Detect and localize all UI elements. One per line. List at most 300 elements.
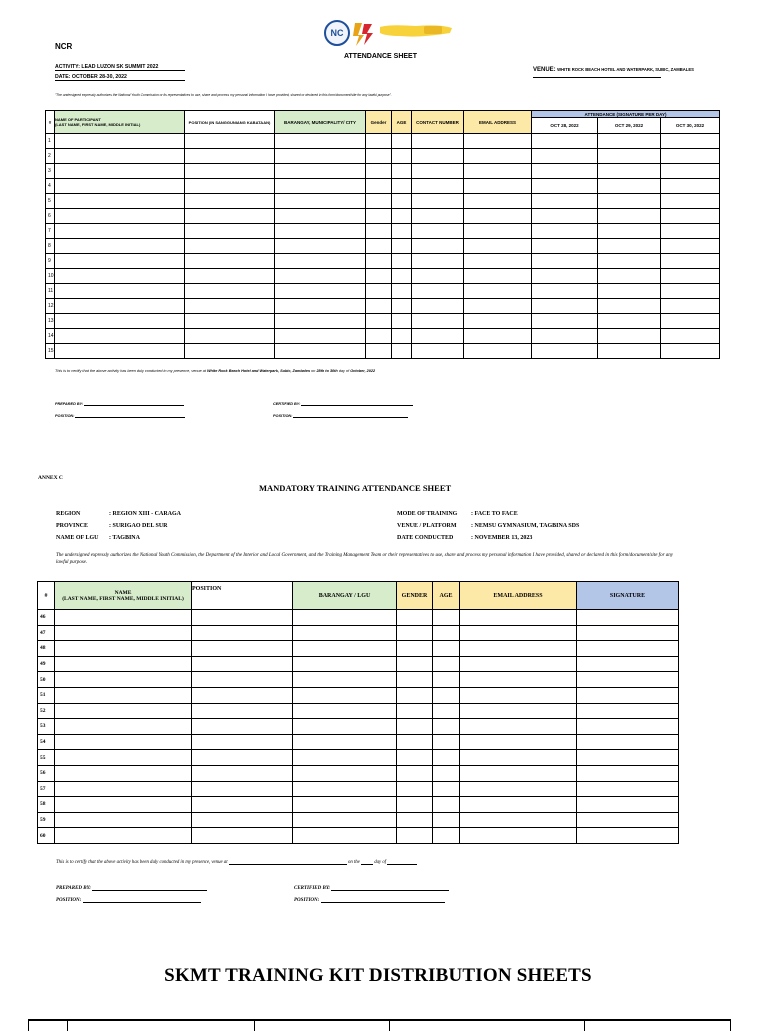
field-province-value: : SURIGAO DEL SUR [109, 523, 168, 529]
table-cell[interactable] [192, 781, 293, 797]
table-cell[interactable] [532, 149, 598, 164]
table-cell[interactable] [293, 610, 397, 626]
table-cell[interactable] [464, 179, 532, 194]
table-cell[interactable] [464, 164, 532, 179]
table-cell[interactable] [412, 299, 464, 314]
table-cell[interactable] [293, 672, 397, 688]
table-cell[interactable] [392, 254, 412, 269]
table-cell[interactable] [661, 239, 720, 254]
position-line-1[interactable] [75, 417, 185, 418]
table-cell[interactable] [397, 750, 433, 766]
table-cell[interactable] [185, 344, 275, 359]
table-cell[interactable] [661, 269, 720, 284]
table-cell[interactable] [293, 641, 397, 657]
position-label-2b: POSITION: [294, 898, 320, 903]
table-cell[interactable] [661, 254, 720, 269]
table-cell[interactable] [275, 149, 366, 164]
table-cell[interactable] [55, 254, 185, 269]
table-cell[interactable] [185, 299, 275, 314]
table-cell[interactable] [192, 750, 293, 766]
table-cell[interactable] [532, 329, 598, 344]
table-cell[interactable] [293, 812, 397, 828]
table-row [46, 269, 720, 284]
table-cell[interactable] [293, 750, 397, 766]
table-cell[interactable] [392, 194, 412, 209]
header-day-3: OCT 30, 2022 [661, 118, 720, 134]
table-cell[interactable] [275, 224, 366, 239]
table-cell[interactable] [293, 656, 397, 672]
activity-line [55, 64, 185, 71]
table-row [38, 641, 679, 657]
table-cell[interactable] [55, 828, 192, 844]
table-cell[interactable] [392, 314, 412, 329]
field-venue-value: : NEMSU GYMNASIUM, TAGBINA SDS [471, 523, 580, 529]
table-cell[interactable] [55, 239, 185, 254]
table-cell[interactable] [293, 687, 397, 703]
table-cell[interactable] [460, 672, 577, 688]
table-cell[interactable] [433, 797, 460, 813]
table-cell[interactable] [532, 209, 598, 224]
table-cell[interactable] [532, 269, 598, 284]
table-cell[interactable] [464, 239, 532, 254]
table-cell[interactable] [55, 765, 192, 781]
table-cell[interactable] [397, 812, 433, 828]
table-cell[interactable] [55, 687, 192, 703]
table-cell[interactable] [366, 134, 392, 149]
table-cell[interactable] [460, 828, 577, 844]
table-cell[interactable] [192, 687, 293, 703]
table-cell[interactable] [412, 209, 464, 224]
table-cell[interactable] [460, 687, 577, 703]
certify-text-1 [55, 369, 375, 373]
table-cell[interactable] [532, 224, 598, 239]
table-cell[interactable] [192, 797, 293, 813]
table-cell[interactable] [392, 329, 412, 344]
table-cell[interactable] [293, 719, 397, 735]
table-cell[interactable] [464, 299, 532, 314]
certified-by-line-1[interactable] [301, 405, 413, 406]
prepared-by-line-1[interactable] [84, 405, 184, 406]
table-cell[interactable] [185, 329, 275, 344]
table-cell[interactable] [577, 703, 679, 719]
table-cell[interactable] [577, 656, 679, 672]
row-number: 5 [46, 194, 55, 209]
table-cell[interactable] [661, 344, 720, 359]
table-cell[interactable] [185, 179, 275, 194]
table-cell[interactable] [55, 344, 185, 359]
table-cell[interactable] [392, 209, 412, 224]
table-cell[interactable] [661, 194, 720, 209]
table-cell[interactable] [192, 641, 293, 657]
table-cell[interactable] [55, 781, 192, 797]
table-cell[interactable] [55, 164, 185, 179]
table-cell[interactable] [192, 719, 293, 735]
table-cell[interactable] [577, 797, 679, 813]
table-cell[interactable] [185, 194, 275, 209]
table-cell[interactable] [55, 812, 192, 828]
table-cell[interactable] [275, 209, 366, 224]
table-cell[interactable] [598, 209, 661, 224]
table-cell[interactable] [397, 625, 433, 641]
table-cell[interactable] [185, 149, 275, 164]
table-cell[interactable] [55, 134, 185, 149]
table-cell[interactable] [366, 254, 392, 269]
table-cell[interactable] [598, 134, 661, 149]
table-cell[interactable] [532, 239, 598, 254]
table-cell[interactable] [464, 284, 532, 299]
table-cell[interactable] [460, 625, 577, 641]
table-cell[interactable] [275, 239, 366, 254]
table-cell[interactable] [366, 299, 392, 314]
table-cell[interactable] [661, 134, 720, 149]
table-cell[interactable] [366, 209, 392, 224]
table-cell[interactable] [433, 765, 460, 781]
kit-table-divider-1 [67, 1021, 68, 1031]
table-cell[interactable] [366, 179, 392, 194]
table-cell[interactable] [55, 224, 185, 239]
table-cell[interactable] [464, 314, 532, 329]
table-cell[interactable] [275, 314, 366, 329]
table-cell[interactable] [55, 284, 185, 299]
table-cell[interactable] [397, 703, 433, 719]
table-cell[interactable] [598, 329, 661, 344]
table-cell[interactable] [532, 314, 598, 329]
table-cell[interactable] [464, 209, 532, 224]
table-cell[interactable] [366, 164, 392, 179]
table-cell[interactable] [460, 703, 577, 719]
table-cell[interactable] [577, 610, 679, 626]
field-region [56, 508, 181, 520]
table-cell[interactable] [598, 194, 661, 209]
certify2-venue-line[interactable] [229, 864, 347, 865]
table-cell[interactable] [275, 134, 366, 149]
table-cell[interactable] [55, 750, 192, 766]
table-cell[interactable] [366, 284, 392, 299]
table-cell[interactable] [392, 224, 412, 239]
certified-by-line-2[interactable] [331, 890, 449, 891]
table-cell[interactable] [392, 299, 412, 314]
table-cell[interactable] [598, 164, 661, 179]
table-cell[interactable] [433, 641, 460, 657]
table-cell[interactable] [192, 625, 293, 641]
table-cell[interactable] [412, 224, 464, 239]
table-cell[interactable] [55, 314, 185, 329]
table-cell[interactable] [392, 164, 412, 179]
table-cell[interactable] [460, 812, 577, 828]
table-cell[interactable] [433, 656, 460, 672]
header2-signature: SIGNATURE [577, 582, 679, 610]
table-cell[interactable] [366, 329, 392, 344]
table-cell[interactable] [185, 269, 275, 284]
table-cell[interactable] [366, 344, 392, 359]
table-cell[interactable] [661, 314, 720, 329]
table-cell[interactable] [577, 828, 679, 844]
certify2-day-line[interactable] [361, 864, 373, 865]
table-cell[interactable] [185, 224, 275, 239]
table-cell[interactable] [55, 797, 192, 813]
table-cell[interactable] [192, 656, 293, 672]
table-cell[interactable] [397, 797, 433, 813]
table-cell[interactable] [55, 672, 192, 688]
table-cell[interactable] [433, 719, 460, 735]
table-cell[interactable] [460, 610, 577, 626]
table-cell[interactable] [433, 687, 460, 703]
kit-table-divider-4 [584, 1021, 585, 1031]
table-cell[interactable] [433, 812, 460, 828]
position-1b [273, 414, 408, 418]
table-cell[interactable] [275, 179, 366, 194]
table-cell[interactable] [412, 164, 464, 179]
table-cell[interactable] [397, 765, 433, 781]
table-cell[interactable] [412, 134, 464, 149]
table-cell[interactable] [185, 254, 275, 269]
table-cell[interactable] [577, 812, 679, 828]
table-cell[interactable] [464, 134, 532, 149]
table-cell[interactable] [192, 734, 293, 750]
table-cell[interactable] [55, 269, 185, 284]
table-cell[interactable] [275, 344, 366, 359]
certify-dates: 28th to 30th [316, 369, 338, 373]
table-cell[interactable] [577, 625, 679, 641]
table-cell[interactable] [397, 828, 433, 844]
position-line-2b[interactable] [321, 902, 445, 903]
table-cell[interactable] [412, 269, 464, 284]
table-cell[interactable] [366, 269, 392, 284]
table-cell[interactable] [532, 344, 598, 359]
table-cell[interactable] [392, 134, 412, 149]
table-cell[interactable] [392, 344, 412, 359]
table-cell[interactable] [460, 719, 577, 735]
table-cell[interactable] [192, 765, 293, 781]
table-cell[interactable] [412, 284, 464, 299]
table-row [46, 164, 720, 179]
table-cell[interactable] [661, 149, 720, 164]
prepared-by-line-2[interactable] [92, 890, 207, 891]
table-cell[interactable] [464, 269, 532, 284]
table-cell[interactable] [661, 224, 720, 239]
table-cell[interactable] [577, 765, 679, 781]
table-cell[interactable] [366, 224, 392, 239]
table-cell[interactable] [55, 329, 185, 344]
table-cell[interactable] [598, 149, 661, 164]
table-cell[interactable] [293, 828, 397, 844]
table-cell[interactable] [55, 734, 192, 750]
table-row [38, 656, 679, 672]
table-cell[interactable] [433, 672, 460, 688]
table-cell[interactable] [293, 765, 397, 781]
table-cell[interactable] [532, 179, 598, 194]
field-region-value: : REGION XIII - CARAGA [109, 511, 182, 517]
table-cell[interactable] [598, 239, 661, 254]
table-cell[interactable] [532, 284, 598, 299]
table-cell[interactable] [397, 656, 433, 672]
table-cell[interactable] [412, 194, 464, 209]
table-cell[interactable] [185, 164, 275, 179]
table-cell[interactable] [55, 641, 192, 657]
header2-email: EMAIL ADDRESS [460, 582, 577, 610]
table-cell[interactable] [275, 164, 366, 179]
table-cell[interactable] [397, 734, 433, 750]
table-cell[interactable] [397, 719, 433, 735]
table-cell[interactable] [293, 781, 397, 797]
table-cell[interactable] [532, 194, 598, 209]
table-cell[interactable] [598, 179, 661, 194]
table-cell[interactable] [460, 750, 577, 766]
table-cell[interactable] [55, 194, 185, 209]
table-row [46, 239, 720, 254]
table-cell[interactable] [433, 828, 460, 844]
table-cell[interactable] [412, 179, 464, 194]
table-cell[interactable] [661, 209, 720, 224]
table-cell[interactable] [397, 672, 433, 688]
table-cell[interactable] [275, 254, 366, 269]
table-cell[interactable] [185, 134, 275, 149]
table-cell[interactable] [661, 164, 720, 179]
table-cell[interactable] [397, 781, 433, 797]
table-cell[interactable] [464, 149, 532, 164]
row-number: 11 [46, 284, 55, 299]
table-cell[interactable] [397, 610, 433, 626]
table-cell[interactable] [577, 687, 679, 703]
position-line-1b[interactable] [293, 417, 408, 418]
table-cell[interactable] [366, 239, 392, 254]
table-cell[interactable] [55, 719, 192, 735]
table-cell[interactable] [577, 719, 679, 735]
table-cell[interactable] [397, 687, 433, 703]
table-cell[interactable] [577, 781, 679, 797]
table-cell[interactable] [185, 284, 275, 299]
table-cell[interactable] [392, 149, 412, 164]
header-number: # [46, 111, 55, 134]
table-cell[interactable] [366, 149, 392, 164]
table-cell[interactable] [55, 149, 185, 164]
table-cell[interactable] [532, 299, 598, 314]
table-cell[interactable] [598, 314, 661, 329]
table-cell[interactable] [464, 224, 532, 239]
table-cell[interactable] [464, 194, 532, 209]
row-number: 51 [38, 687, 55, 703]
table-cell[interactable] [293, 797, 397, 813]
table-cell[interactable] [185, 209, 275, 224]
table-cell[interactable] [192, 828, 293, 844]
table-cell[interactable] [55, 209, 185, 224]
table-cell[interactable] [433, 625, 460, 641]
table-cell[interactable] [412, 149, 464, 164]
table-cell[interactable] [433, 781, 460, 797]
table-cell[interactable] [392, 284, 412, 299]
table-cell[interactable] [366, 194, 392, 209]
table-cell[interactable] [192, 812, 293, 828]
table-cell[interactable] [598, 284, 661, 299]
table-cell[interactable] [433, 703, 460, 719]
header-day-2: OCT 29, 2022 [598, 118, 661, 134]
table-cell[interactable] [577, 734, 679, 750]
table-cell[interactable] [460, 641, 577, 657]
table-cell[interactable] [293, 703, 397, 719]
attendance-table-2-body [38, 610, 679, 844]
kit-table-divider-3 [389, 1021, 390, 1031]
row-number: 46 [38, 610, 55, 626]
table-cell[interactable] [577, 641, 679, 657]
table-cell[interactable] [661, 329, 720, 344]
field-province-label: PROVINCE [56, 523, 89, 529]
table-cell[interactable] [397, 641, 433, 657]
table-cell[interactable] [464, 344, 532, 359]
table-cell[interactable] [412, 254, 464, 269]
table-cell[interactable] [366, 314, 392, 329]
table-cell[interactable] [392, 179, 412, 194]
table-cell[interactable] [661, 299, 720, 314]
table-cell[interactable] [392, 239, 412, 254]
table-cell[interactable] [577, 750, 679, 766]
row-number: 60 [38, 828, 55, 844]
table-cell[interactable] [598, 224, 661, 239]
table-cell[interactable] [598, 299, 661, 314]
table-cell[interactable] [55, 703, 192, 719]
table-cell[interactable] [598, 344, 661, 359]
table-cell[interactable] [598, 269, 661, 284]
table-cell[interactable] [532, 164, 598, 179]
table-cell[interactable] [412, 314, 464, 329]
table-cell[interactable] [275, 284, 366, 299]
table-cell[interactable] [460, 765, 577, 781]
table-cell[interactable] [192, 672, 293, 688]
table-cell[interactable] [275, 329, 366, 344]
table-cell[interactable] [293, 734, 397, 750]
table-cell[interactable] [433, 734, 460, 750]
table-cell[interactable] [661, 284, 720, 299]
table-cell[interactable] [412, 329, 464, 344]
table-cell[interactable] [392, 269, 412, 284]
table-cell[interactable] [532, 134, 598, 149]
certify2-month-line[interactable] [387, 864, 417, 865]
table-cell[interactable] [275, 194, 366, 209]
table-cell[interactable] [460, 656, 577, 672]
table-cell[interactable] [460, 781, 577, 797]
table-cell[interactable] [532, 254, 598, 269]
table-cell[interactable] [55, 610, 192, 626]
position-line-2[interactable] [83, 902, 201, 903]
table-cell[interactable] [55, 179, 185, 194]
table-cell[interactable] [460, 797, 577, 813]
table-cell[interactable] [192, 610, 293, 626]
table-cell[interactable] [433, 750, 460, 766]
row-number: 52 [38, 703, 55, 719]
table-cell[interactable] [275, 299, 366, 314]
table-cell[interactable] [185, 239, 275, 254]
field-venue [397, 520, 579, 532]
table-cell[interactable] [185, 314, 275, 329]
table-cell[interactable] [275, 269, 366, 284]
table-cell[interactable] [598, 254, 661, 269]
table-cell[interactable] [412, 239, 464, 254]
table-cell[interactable] [55, 625, 192, 641]
table-cell[interactable] [460, 734, 577, 750]
table-cell[interactable] [412, 344, 464, 359]
table-cell[interactable] [55, 299, 185, 314]
header-gender: Gender [366, 111, 392, 134]
attendance-table-2 [37, 581, 679, 844]
table-cell[interactable] [661, 179, 720, 194]
row-number: 50 [38, 672, 55, 688]
table-cell[interactable] [433, 610, 460, 626]
table-cell[interactable] [192, 703, 293, 719]
table-cell[interactable] [464, 254, 532, 269]
table-cell[interactable] [293, 625, 397, 641]
table-cell[interactable] [55, 656, 192, 672]
table-cell[interactable] [464, 329, 532, 344]
table-cell[interactable] [577, 672, 679, 688]
